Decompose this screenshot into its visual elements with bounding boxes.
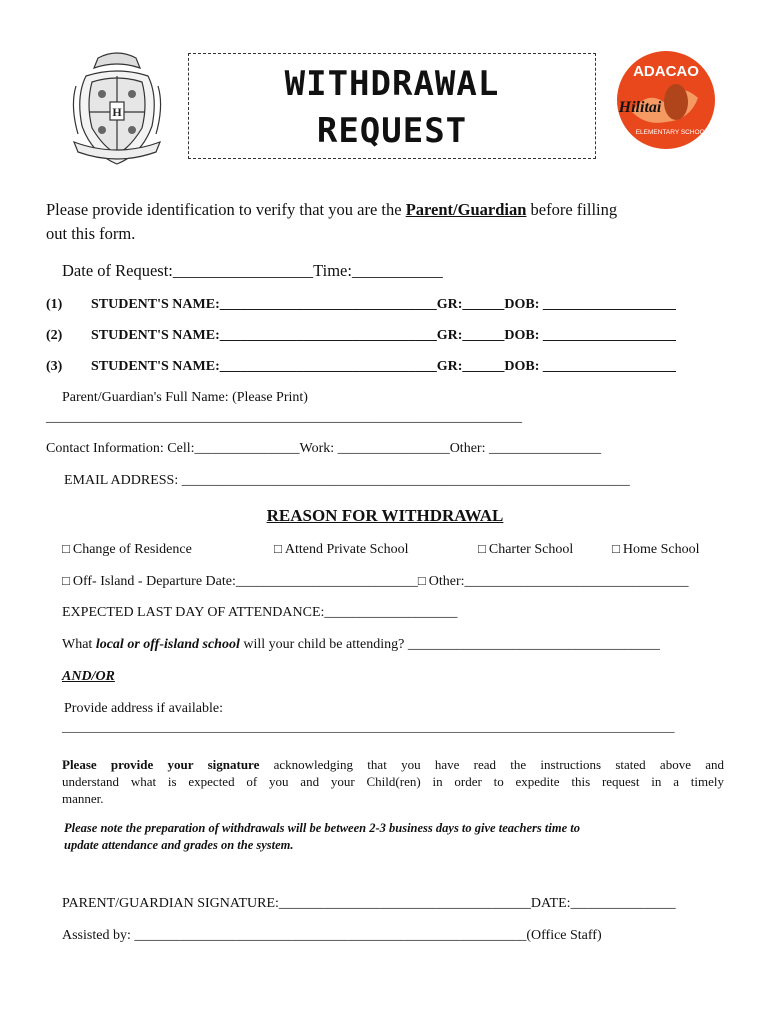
time-label: Time: (313, 261, 352, 280)
student-row-2: (2) STUDENT'S NAME:_______________________________GR:______DOB: ___________________ (46, 328, 676, 343)
departure-date-field[interactable]: __________________________ (235, 574, 418, 589)
intro-line-2: out this form. (46, 224, 136, 243)
svg-text:H: H (112, 105, 122, 119)
option-off-island[interactable]: □ Off- Island - Departure Date:__________________________□ Other:________________________________ (62, 573, 689, 589)
checkbox-icon[interactable]: □ (417, 573, 426, 588)
checkbox-icon[interactable]: □ (612, 541, 620, 556)
reason-heading: REASON FOR WITHDRAWAL (266, 506, 504, 525)
signature-field[interactable]: ____________________________________ (278, 896, 531, 911)
student-3-gr-field[interactable]: ______ (462, 359, 505, 374)
student-3-name-field[interactable]: _______________________________ (219, 359, 437, 374)
checkbox-icon[interactable]: □ (62, 541, 70, 556)
option-attend-private-school[interactable]: □ Attend Private School (274, 541, 409, 557)
option-change-of-residence[interactable]: □ Change of Residence (62, 541, 192, 557)
school-question-line: What local or off-island school will your child be attending? ____________________________________ (62, 637, 660, 652)
checkbox-icon[interactable]: □ (274, 541, 282, 556)
processing-note: Please note the preparation of withdrawals will be between 2-3 business days to give teachers time to update attendance and grades on the system. (64, 821, 580, 852)
student-1-gr-field[interactable]: ______ (462, 297, 505, 312)
email-line: EMAIL ADDRESS: ________________________________________________________________ (64, 473, 630, 488)
date-time-line (62, 261, 443, 281)
student-3-dob-field[interactable]: ___________________ (542, 359, 676, 374)
checkbox-icon[interactable]: □ (478, 541, 486, 556)
cell-field[interactable]: _______________ (194, 441, 300, 456)
date-field[interactable]: _________________ (172, 261, 314, 280)
title-line-1: WITHDRAWAL (284, 64, 500, 104)
option-charter-school[interactable]: □ Charter School (478, 541, 574, 557)
last-day-line: EXPECTED LAST DAY OF ATTENDANCE:___________________ (62, 605, 458, 620)
address-field[interactable]: __________________________________________________________________________________________________ (62, 720, 675, 734)
student-1-name-field[interactable]: _______________________________ (219, 297, 437, 312)
logo-ring-text: ELEMENTARY SCHOOL (635, 129, 709, 136)
assisted-by-line: Assisted by: ________________________________________________________(Office Staff) (62, 928, 602, 943)
intro-line-1: Please provide identification to verify that you are the Parent/Guardian before filling (46, 200, 618, 219)
other-reason-field[interactable]: ________________________________ (464, 574, 689, 589)
date-label: Date of Request: (62, 261, 173, 280)
new-school-field[interactable]: ____________________________________ (407, 637, 660, 652)
student-1-dob-field[interactable]: ___________________ (542, 297, 676, 312)
assisted-by-field[interactable]: ________________________________________________________ (134, 928, 527, 943)
address-label: Provide address if available: (64, 701, 224, 716)
guardian-name-field[interactable]: ____________________________________________________________________ (46, 410, 522, 425)
and-or-label: AND/OR (62, 669, 115, 684)
school-crest-icon (68, 46, 166, 168)
student-2-name-field[interactable]: _______________________________ (219, 328, 437, 343)
student-row-1: (1) STUDENT'S NAME:_______________________________GR:______DOB: ___________________ (46, 297, 676, 312)
parent-guardian-emphasis: Parent/Guardian (405, 200, 527, 219)
title-box (188, 53, 596, 159)
other-contact-field[interactable]: ________________ (488, 441, 601, 456)
school-logo (606, 50, 726, 150)
logo-script-text: Hilitai (618, 99, 662, 116)
title-line-2: REQUEST (316, 111, 468, 151)
signature-line: PARENT/GUARDIAN SIGNATURE:____________________________________DATE:_______________ (62, 896, 676, 911)
email-field[interactable]: ________________________________________________________________ (181, 473, 630, 488)
student-row-3: (3) STUDENT'S NAME:_______________________________GR:______DOB: ___________________ (46, 359, 676, 374)
last-day-field[interactable]: ___________________ (324, 605, 458, 620)
signature-note: Please provide your signature acknowledging that you have read the instructions stated above and understand what is expected of you and your Child(ren) in order to expedite this request in a timely manner. (62, 757, 724, 806)
contact-line: Contact Information: Cell:_______________Work: ________________Other: ________________ (46, 441, 601, 456)
student-2-dob-field[interactable]: ___________________ (542, 328, 676, 343)
time-field[interactable]: ___________ (351, 261, 443, 280)
student-2-gr-field[interactable]: ______ (462, 328, 505, 343)
guardian-name-label: Parent/Guardian's Full Name: (Please Print) (62, 390, 308, 405)
work-field[interactable]: ________________ (337, 441, 450, 456)
option-home-school[interactable]: □ Home School (612, 541, 700, 557)
signature-date-field[interactable]: _______________ (570, 896, 676, 911)
logo-top-text: ADACAO (633, 63, 699, 80)
checkbox-icon[interactable]: □ (62, 573, 70, 588)
